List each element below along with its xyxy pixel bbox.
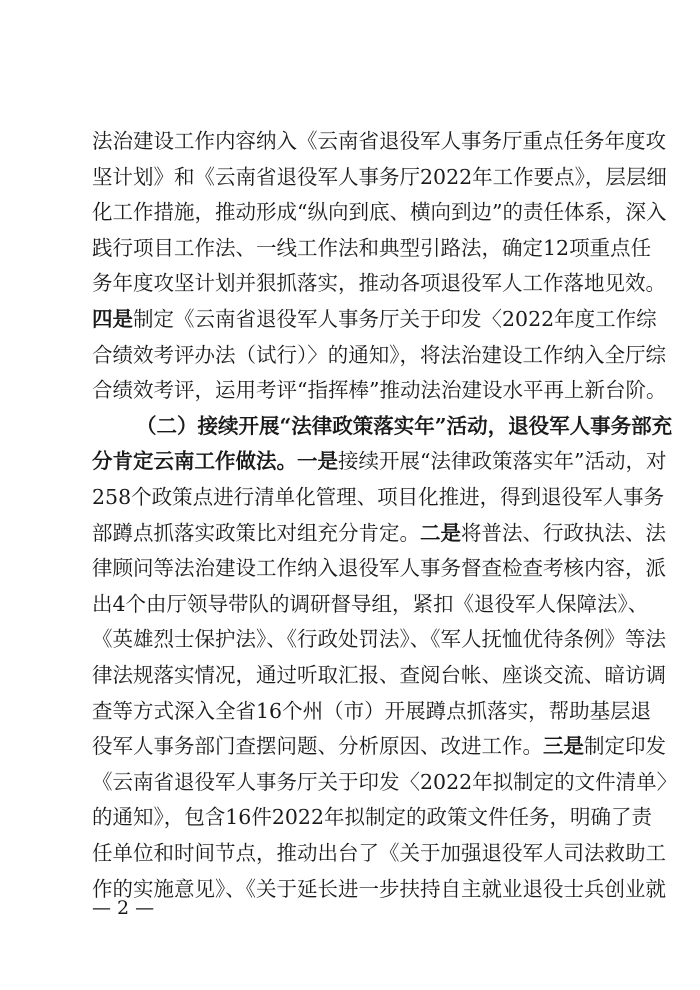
bold-text-segment: （二）接续开展“法律政策落实年”活动，退役军人事务部充 (136, 413, 673, 438)
text-line (92, 835, 666, 871)
text-line (92, 159, 667, 195)
text-line (92, 301, 657, 337)
text-line (92, 443, 667, 479)
text-segment: 258个政策点进行清单化管理、项目化推进，得到退役军人事务 (92, 485, 665, 509)
text-segment: 合绩效考评，运用考评“指挥棒”推动法治建设水平再上新台阶。 (92, 378, 667, 403)
bold-text-segment: 一是 (297, 449, 338, 474)
bold-text-segment: 二是 (420, 520, 461, 545)
text-line (92, 230, 652, 266)
page-number: — 2 — (92, 897, 155, 919)
text-segment: 律法规落实情况，通过听取汇报、查阅台帐、座谈交流、暗访调 (92, 663, 666, 687)
text-segment: 坚计划》和《云南省退役军人事务厅2022年工作要点》，层层细 (92, 164, 667, 189)
text-line (92, 337, 666, 373)
text-segment: 《英雄烈士保护法》、《行政处罚法》、《军人抚恤优待条例》等法 (92, 627, 666, 652)
text-line (92, 265, 666, 301)
bold-text-segment: 分肯定云南工作做法。 (92, 449, 297, 474)
text-line (92, 123, 666, 159)
text-segment: 践行项目工作法、一线工作法和典型引路法，确定12项重点任 (92, 235, 652, 260)
text-segment: 制定印发 (584, 734, 666, 759)
text-segment: 化工作措施，推动形成“纵向到底、横向到边”的责任体系，深入 (92, 200, 667, 225)
text-line (92, 479, 665, 515)
text-line (136, 408, 673, 444)
text-line (92, 194, 667, 230)
text-segment: 的通知》，包含16件2022年拟制定的政策文件任务，明确了责 (92, 805, 653, 830)
text-line (92, 693, 652, 729)
text-line (92, 728, 666, 764)
text-line (92, 621, 666, 657)
text-segment: 《云南省退役军人事务厅关于印发〈2022年拟制定的文件清单〉 (92, 769, 678, 794)
text-segment: 出4个由厅领导带队的调研督导组，紧扣《退役军人保障法》、 (92, 591, 649, 616)
text-line (92, 372, 667, 408)
bold-text-segment: 四是 (92, 307, 133, 331)
text-segment: 接续开展“法律政策落实年”活动，对 (338, 449, 667, 474)
text-segment: 作的实施意见》、《关于延长进一步扶持自主就业退役士兵创业就 (92, 876, 666, 901)
text-segment: 法治建设工作内容纳入《云南省退役军人事务厅重点任务年度攻 (92, 129, 666, 153)
text-segment: 将普法、行政执法、法 (461, 520, 666, 545)
bold-text-segment: 三是 (543, 734, 584, 759)
text-line (92, 586, 649, 622)
text-segment: 查等方式深入全省16个州（市）开展蹲点抓落实，帮助基层退 (92, 698, 652, 723)
text-segment: 律顾问等法治建设工作纳入退役军人事务督查检查考核内容，派 (92, 556, 666, 581)
text-segment: 合绩效考评办法（试行）〉的通知》，将法治建设工作纳入全厅综 (92, 342, 666, 367)
text-segment: 制定《云南省退役军人事务厅关于印发〈2022年度工作综 (133, 307, 657, 331)
text-line (92, 871, 666, 907)
text-line (92, 799, 653, 835)
text-segment: 役军人事务部门查摆问题、分析原因、改进工作。 (92, 734, 543, 759)
text-line (92, 550, 666, 586)
text-line (92, 764, 678, 800)
text-segment: 部蹲点抓落实政策比对组充分肯定。 (92, 520, 420, 545)
text-line (92, 657, 666, 693)
text-line (92, 515, 666, 551)
text-segment: 务年度攻坚计划并狠抓落实，推动各项退役军人工作落地见效。 (92, 271, 666, 296)
text-segment: 任单位和时间节点，推动出台了《关于加强退役军人司法救助工 (92, 841, 666, 865)
